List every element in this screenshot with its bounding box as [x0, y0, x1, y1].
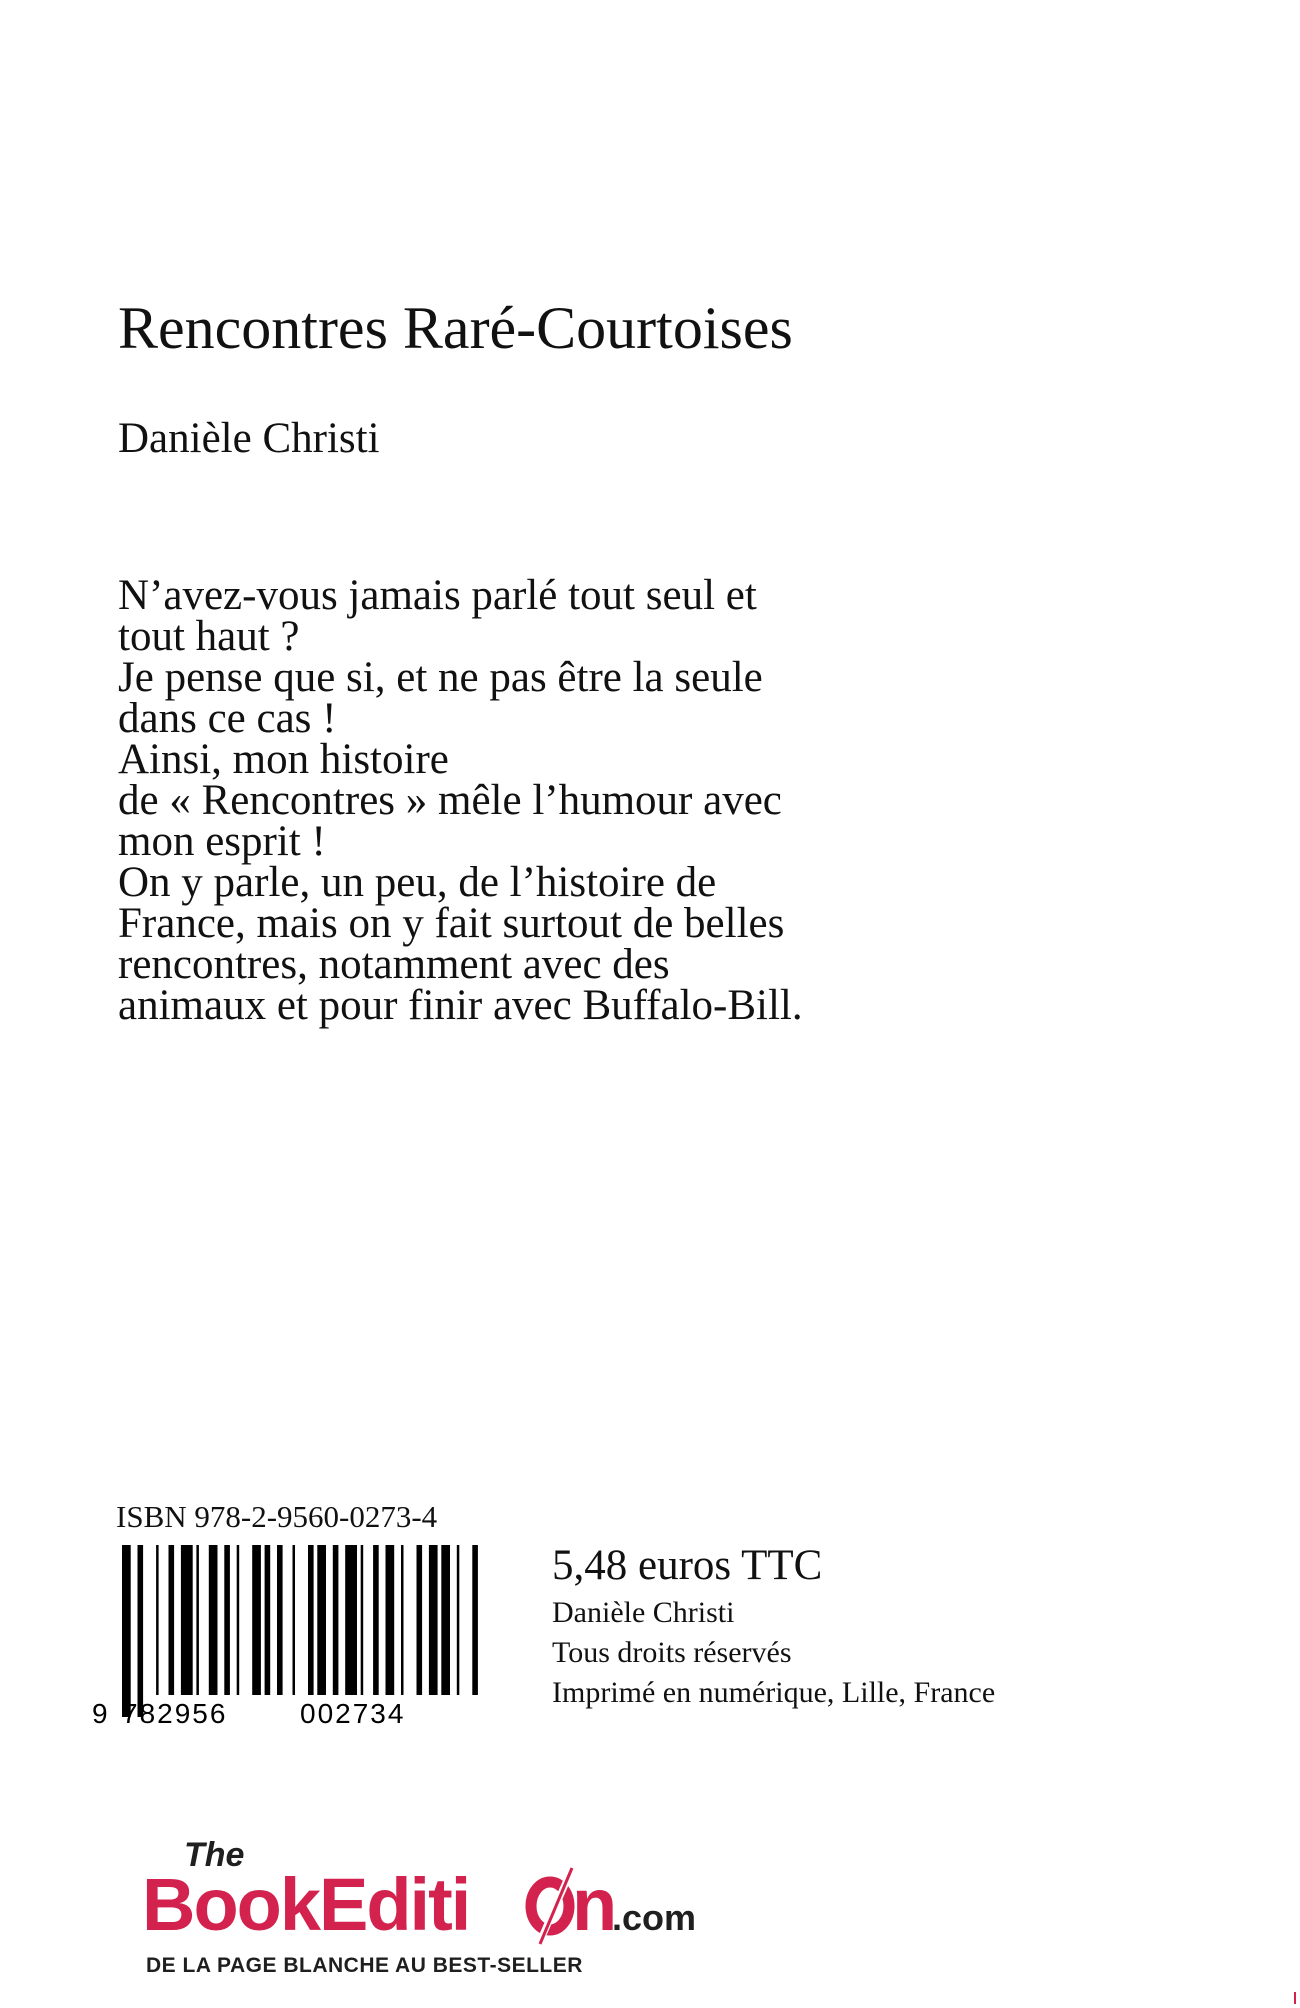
barcode-bar [156, 1545, 159, 1695]
barcode-bar [441, 1545, 450, 1695]
barcode-bar [401, 1545, 404, 1695]
barcode-bar [308, 1545, 314, 1695]
quill-o-icon [531, 1864, 574, 1946]
barcode-bar [345, 1545, 357, 1695]
back-cover-blurb [118, 572, 1018, 1029]
book-author: Danièle Christi [118, 415, 380, 462]
barcode-bars [122, 1545, 478, 1717]
barcode-bar [237, 1545, 240, 1695]
book-title: Rencontres Raré-Courtoises [118, 295, 793, 361]
barcode-bar [196, 1545, 199, 1695]
isbn-label: ISBN 978-2-9560-0273-4 [116, 1499, 438, 1534]
blurb-line: N’avez-vous jamais parlé tout seul et [118, 572, 757, 619]
barcode-bar [457, 1545, 460, 1695]
imprint-printing: Imprimé en numérique, Lille, France [552, 1676, 996, 1709]
blurb-line: dans ce cas ! [118, 695, 337, 742]
logo-book-edition: BookEditi [142, 1863, 470, 1946]
blurb-line: mon esprit ! [118, 818, 326, 865]
barcode-digits-left: 782956 [122, 1698, 228, 1729]
barcode-bar [317, 1545, 326, 1695]
corner-trim-mark [1294, 1992, 1296, 2004]
barcode-digit-first: 9 [92, 1698, 108, 1729]
barcode-bar [122, 1545, 131, 1717]
imprint-author: Danièle Christi [552, 1596, 735, 1629]
barcode-bar [333, 1545, 339, 1695]
barcode-bar [472, 1545, 478, 1695]
blurb-line: France, mais on y fait surtout de belles [118, 900, 785, 947]
blurb-line: On y parle, un peu, de l’histoire de [118, 859, 717, 906]
barcode-bar [209, 1545, 218, 1695]
barcode-bar [138, 1545, 144, 1717]
barcode-bar [224, 1545, 230, 1695]
logo-n: n [572, 1863, 618, 1946]
barcode-digits-right: 002734 [300, 1698, 406, 1729]
isbn-barcode [78, 1545, 488, 1730]
barcode-bar [277, 1545, 283, 1695]
blurb-line: rencontres, notamment avec des [118, 941, 670, 988]
blurb-line: tout haut ? [118, 613, 300, 660]
barcode-bar [181, 1545, 193, 1695]
barcode-bar [252, 1545, 261, 1695]
barcode-bar [265, 1545, 271, 1695]
blurb-line: animaux et pour finir avec Buffalo-Bill. [118, 982, 803, 1029]
logo-slogan: DE LA PAGE BLANCHE AU BEST-SELLER [146, 1954, 583, 1977]
logo-com: .com [612, 1897, 697, 1938]
price: 5,48 euros TTC [552, 1542, 823, 1589]
blurb-line: de « Rencontres » mêle l’humour avec [118, 777, 782, 824]
imprint-rights: Tous droits réservés [552, 1636, 792, 1669]
blurb-line: Je pense que si, et ne pas être la seule [118, 654, 763, 701]
barcode-bar [429, 1545, 438, 1695]
barcode-bar [361, 1545, 364, 1695]
blurb-line: Ainsi, mon histoire [118, 736, 449, 783]
barcode-bar [386, 1545, 395, 1695]
barcode-bar [169, 1545, 175, 1695]
barcode-bar [417, 1545, 423, 1695]
logo-the: The [184, 1836, 245, 1874]
barcode-bar [293, 1545, 296, 1695]
publisher-logo [142, 1822, 702, 1982]
barcode-bar [373, 1545, 379, 1695]
